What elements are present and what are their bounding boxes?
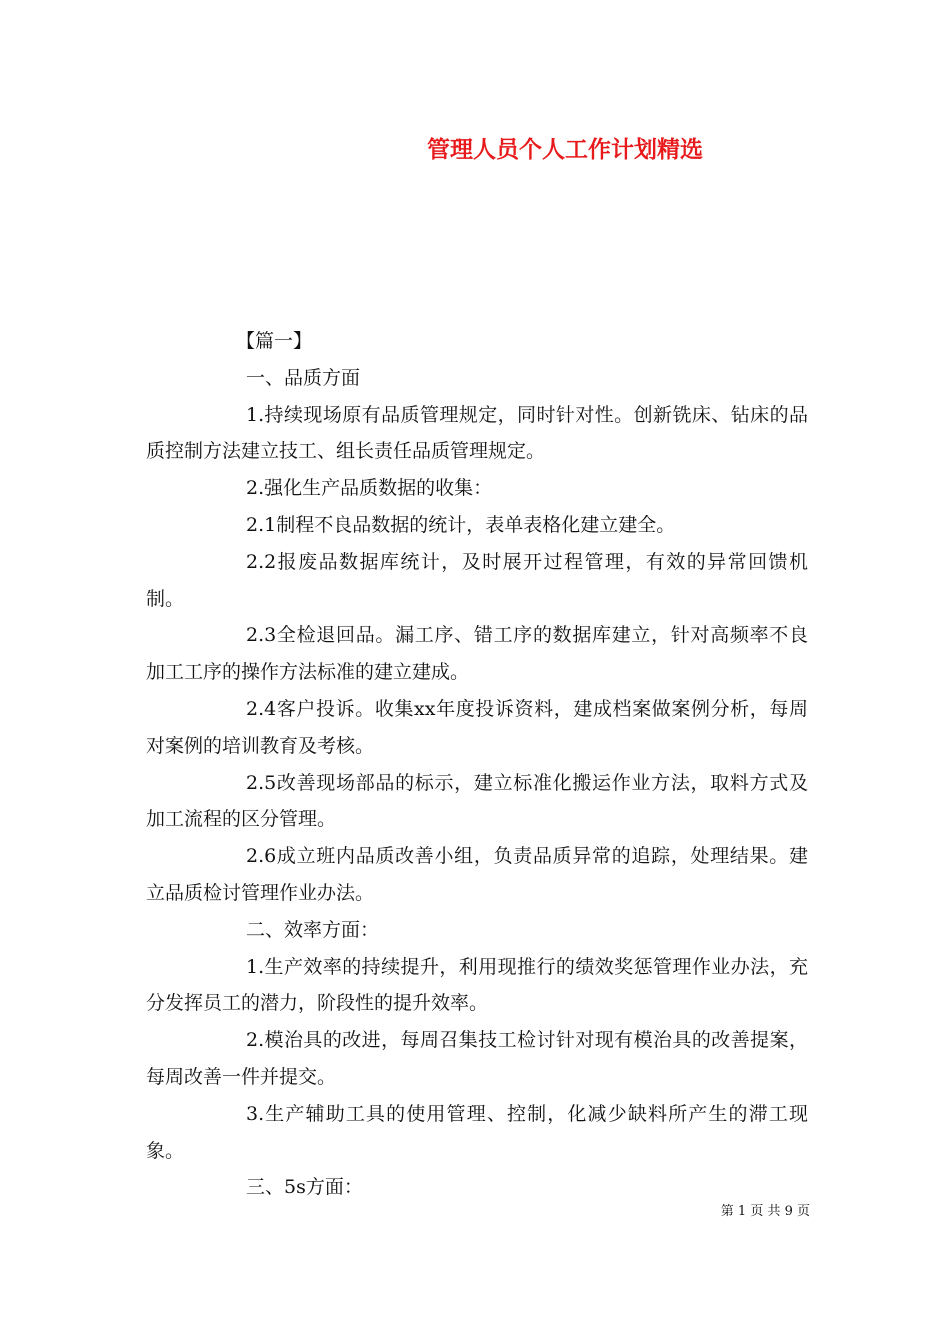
document-title: 管理人员个人工作计划精选 [427, 137, 703, 163]
paragraph-2-1: 2.1制程不良品数据的统计，表单表格化建立建全。 [246, 513, 676, 536]
paragraph-eff-2: 2.模治具的改进，每周召集技工检讨针对现有模治具的改善提案，每周改善一件并提交。 [146, 1029, 808, 1088]
paragraph-eff-3: 3.生产辅助工具的使用管理、控制，化减少缺料所产生的滞工现象。 [146, 1102, 808, 1162]
section-label: 【篇一】 [236, 330, 313, 352]
heading-efficiency: 二、效率方面： [246, 918, 380, 941]
paragraph-2-3: 2.3全检退回品。漏工序、错工序的数据库建立，针对高频率不良加工工序的操作方法标准的建立建成。 [146, 624, 808, 684]
document-body [146, 323, 808, 1206]
paragraph-eff-1: 1.生产效率的持续提升，利用现推行的绩效奖惩管理作业办法，充分发挥员工的潜力，阶段性的提升效率。 [146, 955, 808, 1015]
paragraph-2-4: 2.4客户投诉。收集xx年度投诉资料，建成档案做案例分析，每周对案例的培训教育及考核。 [146, 697, 808, 757]
paragraph-1: 1.持续现场原有品质管理规定，同时针对性。创新铣床、钻床的品质控制方法建立技工、组长责任品质管理规定。 [146, 403, 808, 463]
heading-5s: 三、5s方面： [246, 1176, 363, 1199]
page-number: 第 1 页 共 9 页 [720, 1204, 810, 1219]
paragraph-2-2: 2.2报废品数据库统计，及时展开过程管理，有效的异常回馈机制。 [146, 550, 808, 610]
heading-quality: 一、品质方面 [246, 366, 361, 389]
paragraph-2: 2.强化生产品质数据的收集： [246, 477, 493, 500]
paragraph-2-6: 2.6成立班内品质改善小组，负责品质异常的追踪，处理结果。建立品质检讨管理作业办法。 [146, 845, 808, 904]
paragraph-2-5: 2.5改善现场部品的标示，建立标准化搬运作业方法，取料方式及加工流程的区分管理。 [146, 771, 808, 831]
